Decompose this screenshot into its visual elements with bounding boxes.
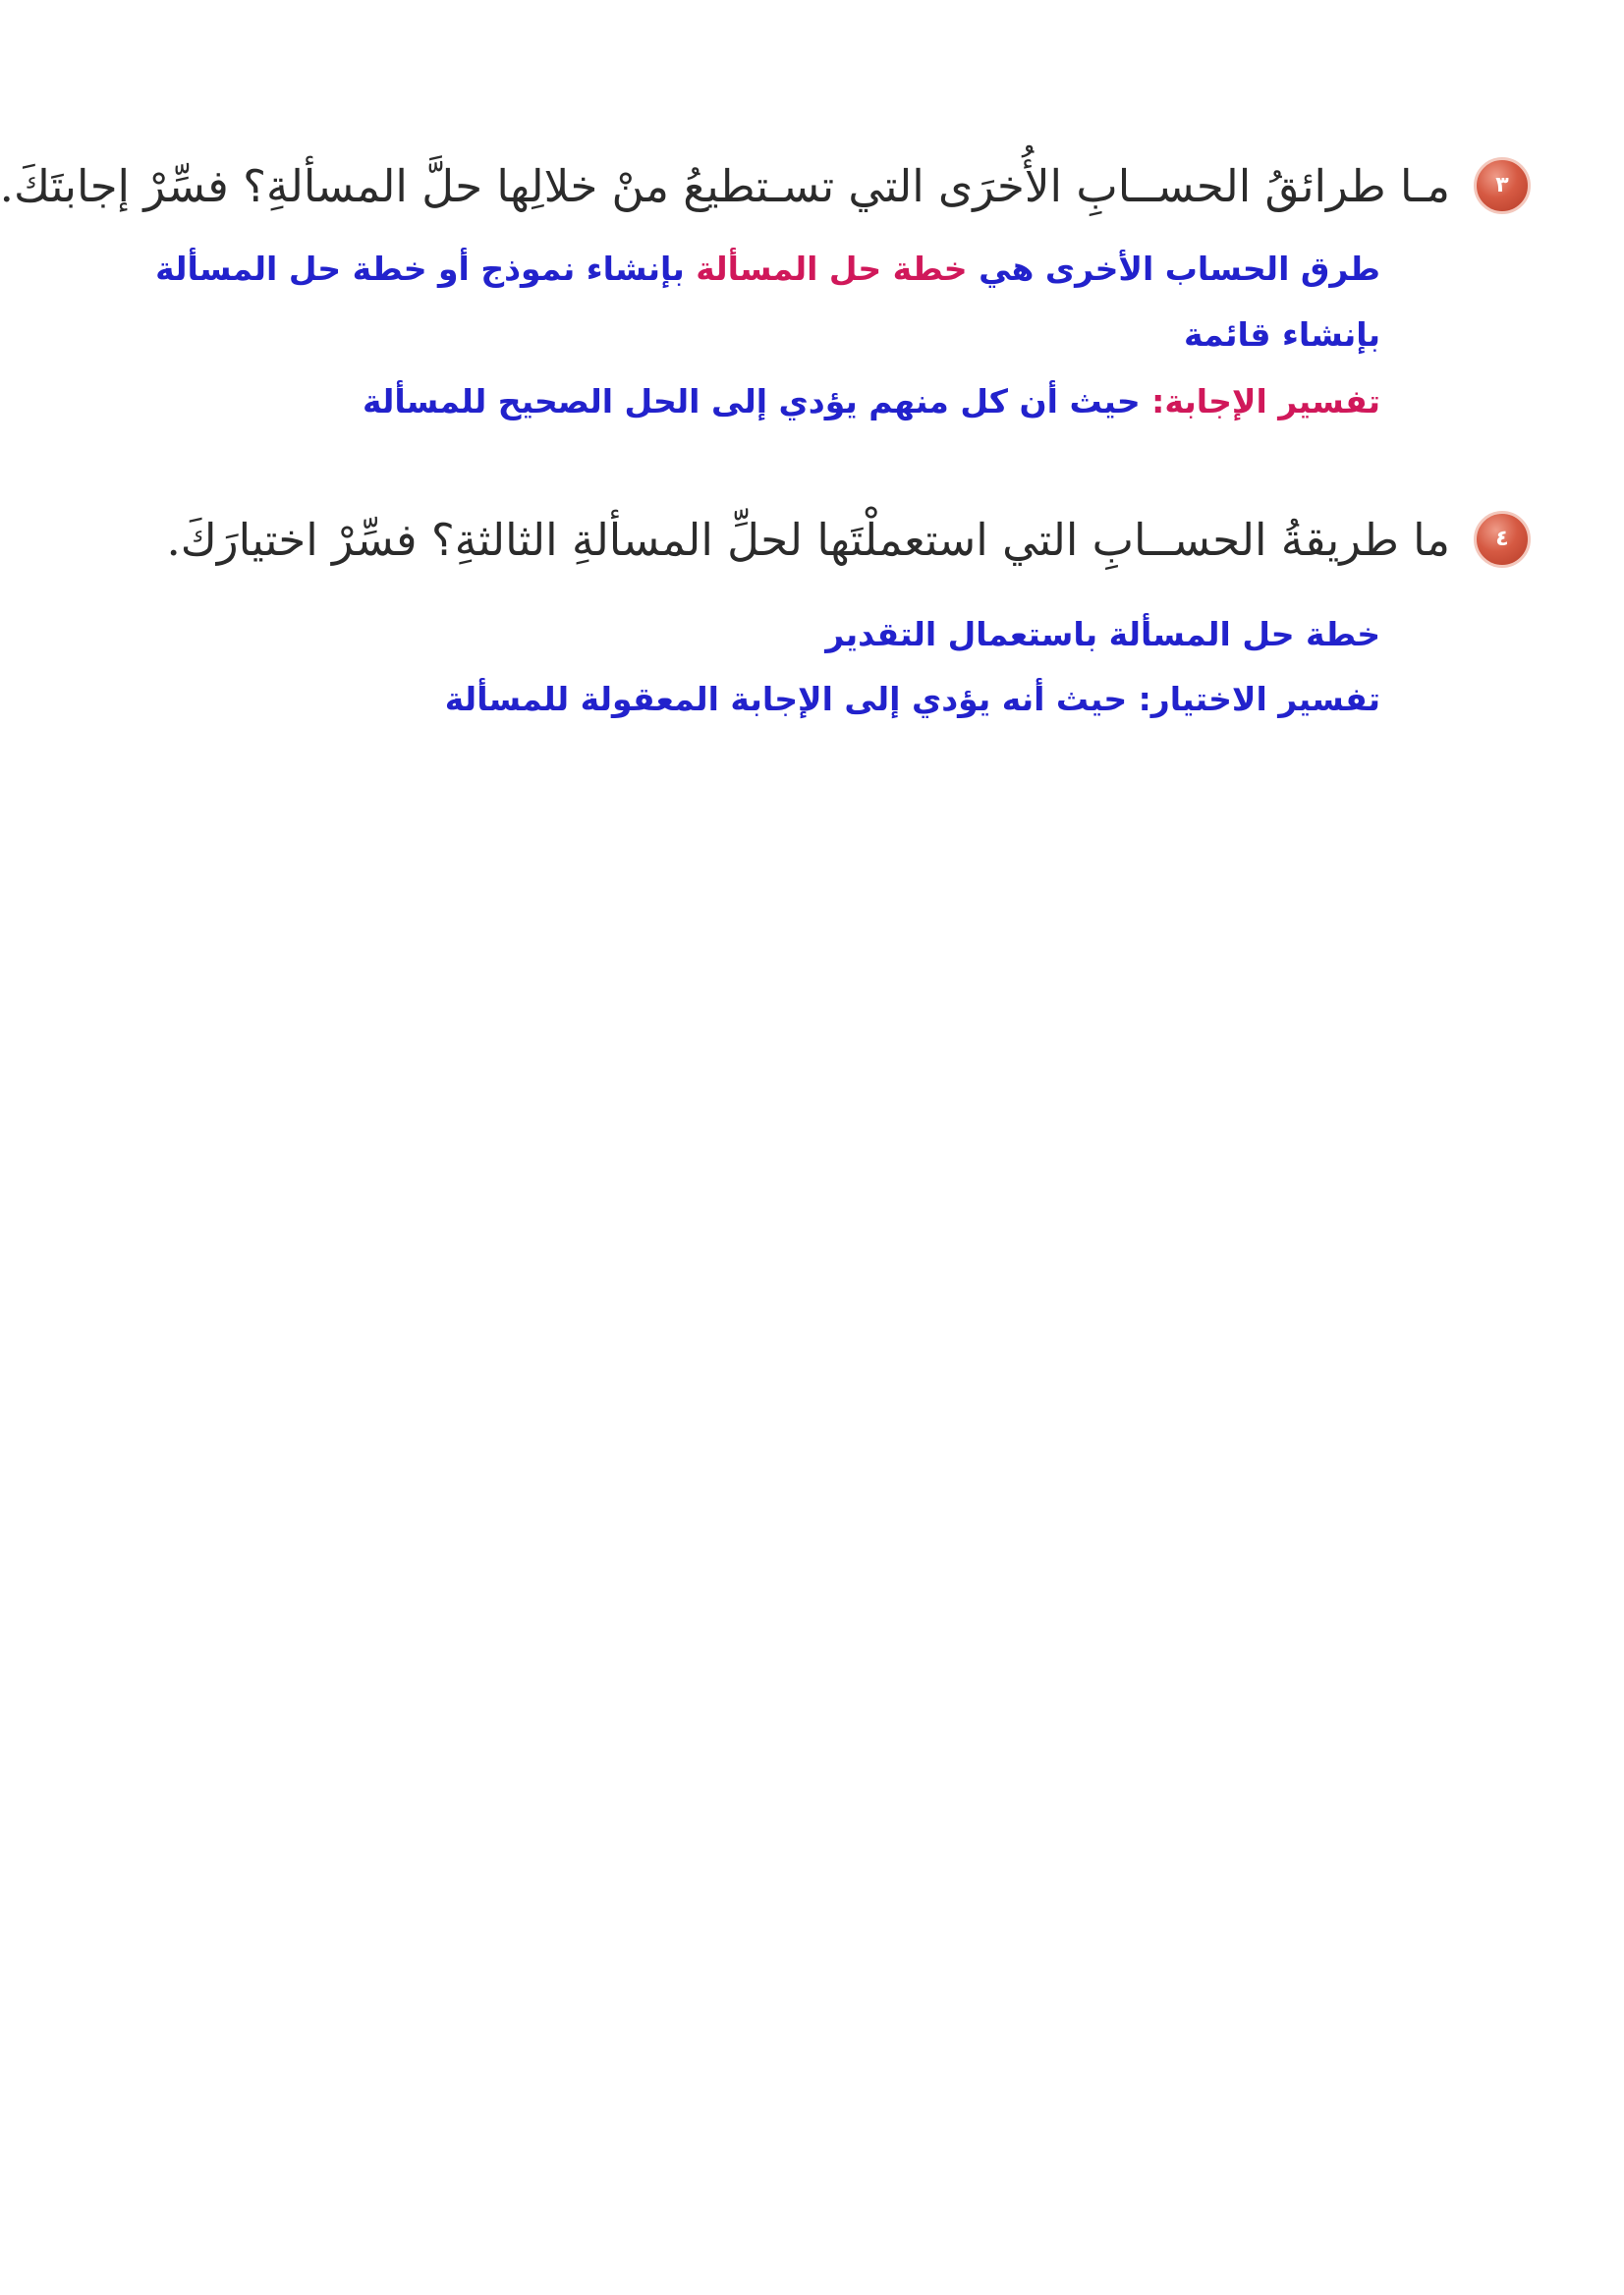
answer-3-explanation xyxy=(363,378,1380,425)
answer-3-line-1 xyxy=(155,246,1380,293)
explanation-text: حيث أن كل منهم يؤدي إلى الحل الصحيح للمسألة xyxy=(362,382,1152,420)
answer-text: بإنشاء نموذج أو خطة حل المسألة xyxy=(155,250,697,288)
highlighted-term: خطة حل المسألة xyxy=(696,250,968,288)
question-4 xyxy=(67,501,1531,589)
answer-4-explanation: تفسير الاختيار: حيث أنه يؤدي إلى الإجابة المعقولة للمسألة xyxy=(444,680,1380,718)
question-text: مـا طرائقُ الحســابِ الأُخرَى التي تسـتطيعُ منْ خلالِها حلَّ المسألةِ؟ فسِّرْ إجابتَكَ. xyxy=(0,160,1450,212)
question-number-badge: ٤ xyxy=(1474,511,1531,568)
question-text: ما طريقةُ الحســابِ التي استعملْتَها لحلِّ المسألةِ الثالثةِ؟ فسِّرْ اختيارَكَ. xyxy=(166,514,1450,566)
explanation-label: تفسير الإجابة: xyxy=(1151,382,1380,420)
question-3 xyxy=(0,147,1531,236)
question-number-badge: ٣ xyxy=(1474,157,1531,214)
answer-3-line-2: بإنشاء قائمة xyxy=(1183,315,1380,354)
answer-4-line-1: خطة حل المسألة باستعمال التقدير xyxy=(825,615,1380,653)
answer-text: طرق الحساب الأخرى هي xyxy=(967,250,1380,288)
